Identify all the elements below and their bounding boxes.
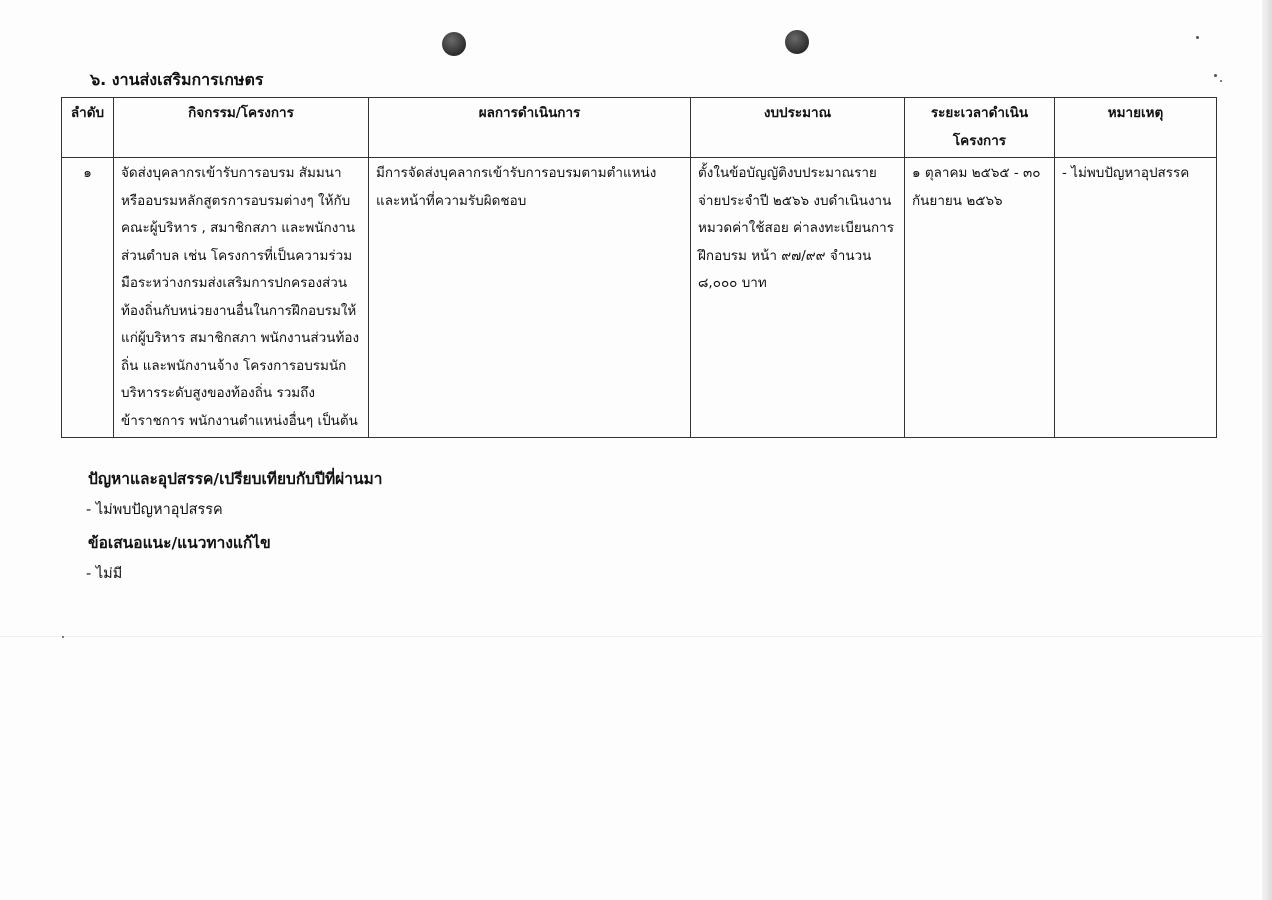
page-fold-line xyxy=(0,636,1262,637)
col-header-order: ลำดับ xyxy=(62,98,114,158)
cell-period: ๑ ตุลาคม ๒๕๖๕ - ๓๐ กันยายน ๒๕๖๖ xyxy=(905,158,1055,438)
cell-budget: ตั้งในข้อบัญญัติงบประมาณรายจ่ายประจำปี ๒๕๖๖ งบดำเนินงาน หมวดค่าใช้สอย ค่าลงทะเบียนการฝึกอบรม หน้า ๙๗/๙๙ จำนวน ๘,๐๐๐ บาท xyxy=(691,158,905,438)
cell-activity: จัดส่งบุคลากรเข้ารับการอบรม สัมมนา หรืออบรมหลักสูตรการอบรมต่างๆ ให้กับคณะผู้บริหาร , สมาชิกสภา และพนักงานส่วนตำบล เช่น โครงการที่เป็นความร่วมมือระหว่างกรมส่งเสริมการปกครองส่วนท้องถิ่นกับหน่วยงานอื่นในการฝึกอบรมให้แก่ผู้บริหาร สมาชิกสภา พนักงานส่วนท้องถิ่น และพนักงานจ้าง โครงการอบรมนักบริหารระดับสูงของท้องถิ่น รวมถึงข้าราชการ พนักงานตำแหน่งอื่นๆ เป็นต้น xyxy=(114,158,369,438)
cell-order: ๑ xyxy=(62,158,114,438)
problems-heading: ปัญหาและอุปสรรค/เปรียบเทียบกับปีที่ผ่านมา xyxy=(88,470,383,488)
scan-speck xyxy=(1220,80,1222,82)
col-header-result: ผลการดำเนินการ xyxy=(369,98,691,158)
report-table xyxy=(61,97,1217,438)
col-header-period: ระยะเวลาดำเนินโครงการ xyxy=(905,98,1055,158)
scan-speck xyxy=(1214,74,1217,77)
table-header-row xyxy=(62,98,1217,158)
punch-hole-left xyxy=(442,32,466,56)
punch-hole-right xyxy=(785,30,809,54)
problems-text: - ไม่พบปัญหาอุปสรรค xyxy=(86,502,223,518)
col-header-remark: หมายเหตุ xyxy=(1055,98,1217,158)
col-header-budget: งบประมาณ xyxy=(691,98,905,158)
scan-speck xyxy=(62,636,64,638)
suggestions-heading: ข้อเสนอแนะ/แนวทางแก้ไข xyxy=(88,534,271,552)
cell-result: มีการจัดส่งบุคลากรเข้ารับการอบรมตามตำแหน่ง และหน้าที่ความรับผิดชอบ xyxy=(369,158,691,438)
col-header-activity: กิจกรรม/โครงการ xyxy=(114,98,369,158)
section-heading: ๖. งานส่งเสริมการเกษตร xyxy=(90,70,264,89)
scan-edge-shadow xyxy=(1262,0,1272,900)
suggestions-text: - ไม่มี xyxy=(86,566,123,582)
table-row xyxy=(62,158,1217,438)
scan-speck xyxy=(1196,36,1199,39)
cell-remark: - ไม่พบปัญหาอุปสรรค xyxy=(1055,158,1217,438)
